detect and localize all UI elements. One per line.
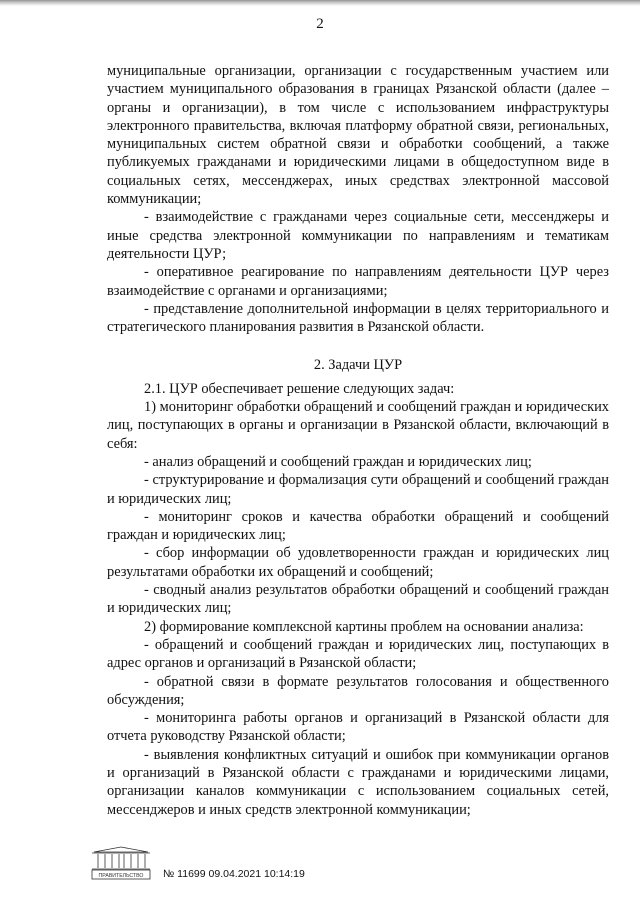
list-item: - анализ обращений и сообщений граждан и юридических лиц; [144,453,532,470]
paragraph: - оперативное реагирование по направлениям деятельности ЦУР через взаимодействие с органами и организациями; [107,264,609,299]
paragraph: - взаимодействие с гражданами через социальные сети, мессенджеры и иные средства электронной коммуникации по направлениям и тематикам деятельности ЦУР; [107,209,609,262]
footer [90,846,390,886]
paragraph: 2.1. ЦУР обеспечивает решение следующих задач: [144,380,455,397]
document-body [107,62,609,819]
list-item: - выявления конфликтных ситуаций и ошибок при коммуникации органов и организаций в Рязанской области с гражданами и юридическими лицами, организации каналов коммуникации с использованием социальных сетей, мессенджеров и иных средств электронной коммуникации; [107,746,609,818]
registration-stamp: № 11699 09.04.2021 10:14:19 [163,868,305,880]
logo-text: ПРАВИТЕЛЬСТВО [98,873,144,879]
paragraph: 2) формирование комплексной картины проблем на основании анализа: [144,618,584,635]
list-item: - обратной связи в формате результатов голосования и общественного обсуждения; [107,673,609,708]
government-building-logo [90,846,152,880]
page-number: 2 [316,16,324,32]
paragraph: 1) мониторинг обработки обращений и сообщений граждан и юридических лиц, поступающих в органы и организации в Рязанской области, включающий в себя: [107,399,609,452]
list-item: - мониторинга работы органов и организаций в Рязанской области для отчета руководству Рязанской области; [107,710,609,745]
paragraph: муниципальные организации, организации с государственным участием или участием муниципального образования в границах Рязанской области (далее – органы и организации), в том числе с использованием инфраструктуры электронного правительства, включая платформу обратной связи, региональных, муниципальных систем обратной связи и обработки сообщений, а также публикуемых гражданами и юридическими лицами в общедоступном виде в социальных сетях, мессенджерах, иных средствах электронной массовой коммуникации; [107,63,609,208]
section-heading: 2. Задачи ЦУР [313,357,403,374]
list-item: - мониторинг сроков и качества обработки обращений и сообщений граждан и юридических лиц; [107,508,609,544]
scan-edge [0,0,640,6]
list-item: - структурирование и формализация сути обращений и сообщений граждан и юридических лиц; [107,472,609,507]
list-item: - сбор информации об удовлетворенности граждан и юридических лиц результатами обработки их обращений и сообщений; [107,545,609,580]
list-item: - сводный анализ результатов обработки обращений и сообщений граждан и юридических лиц; [107,582,609,617]
list-item: - обращений и сообщений граждан и юридических лиц, поступающих в адрес органов и организаций в Рязанской области; [107,636,609,672]
paragraph: - представление дополнительной информации в целях территориального и стратегического планирования развития в Рязанской области. [107,300,609,336]
